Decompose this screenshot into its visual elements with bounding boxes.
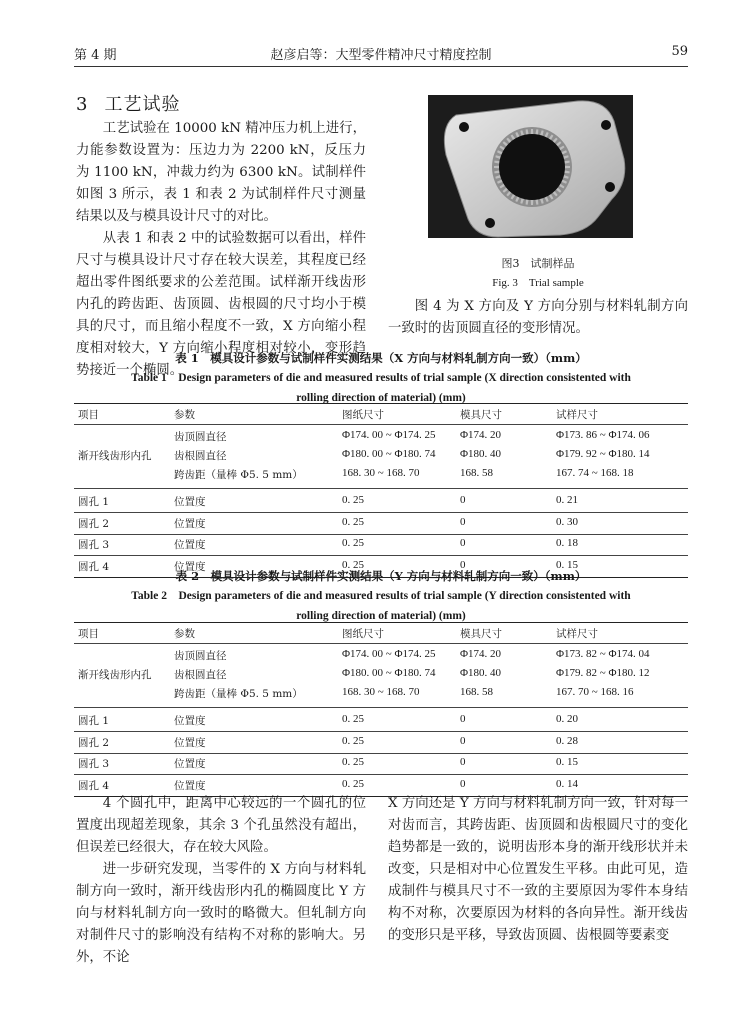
table-cell: 圆孔 1	[78, 496, 110, 508]
table-rule	[74, 555, 688, 556]
mounting-hole-3	[605, 182, 615, 192]
table2-caption-en-line2: rolling direction of material) (mm)	[296, 610, 466, 622]
table-cell: 0	[460, 713, 466, 725]
table-cell: 168. 30 ~ 168. 70	[342, 686, 420, 698]
trial-sample-drawing	[428, 95, 633, 238]
table-rule	[74, 534, 688, 535]
table-cell: 0. 25	[342, 494, 364, 506]
table-cell: 0	[460, 777, 466, 790]
table-cell: 圆孔 4	[78, 779, 110, 792]
table-cell: 位置度	[174, 779, 206, 792]
table-cell: Φ179. 82 ~ Φ180. 12	[556, 667, 650, 679]
table-cell: Φ173. 86 ~ Φ174. 06	[556, 429, 650, 441]
table-cell: 圆孔 2	[78, 736, 110, 749]
table-cell: 图纸尺寸	[342, 628, 384, 640]
table-cell: 齿根圆直径	[174, 669, 227, 681]
table1-caption-en-line1: Table 1 Design parameters of die and measured results of trial sample (X direction consistented with	[131, 372, 631, 384]
table1-caption-zh: 表 1 模具设计参数与试制样件实测结果（X 方向与材料轧制方向一致）（mm）	[175, 351, 587, 365]
table-cell: 0. 15	[556, 558, 578, 571]
bottom-right-column-text	[388, 793, 688, 947]
table-cell: Φ179. 92 ~ Φ180. 14	[556, 448, 650, 460]
table-cell: 位置度	[174, 496, 206, 508]
table-cell: 168. 58	[460, 467, 493, 479]
table-cell: 圆孔 1	[78, 715, 110, 727]
section-number: 3	[76, 94, 89, 115]
table-cell: 位置度	[174, 539, 206, 551]
table-cell: 0. 18	[556, 537, 578, 549]
mounting-hole-4	[485, 218, 495, 228]
table-cell: 位置度	[174, 517, 206, 530]
paragraph: 工艺试验在 10000 kN 精冲压力机上进行，力能参数设置为：压边力为 2200 kN，反压力为 1100 kN，冲裁力约为 6300 kN。试制样件如图 3 所示，表 1 和表 2 为试制样件尺寸测量结果以及与模具设计尺寸的对比。	[76, 121, 366, 224]
table2-caption-zh: 表 2 模具设计参数与试制样件实测结果（Y 方向与材料轧制方向一致）（mm）	[175, 569, 587, 583]
left-column-text	[76, 118, 366, 382]
table-rule	[74, 731, 688, 732]
table-cell: 跨齿距（量棒 Φ5. 5 mm）	[174, 469, 303, 481]
running-header	[74, 44, 688, 66]
table-cell: 0. 25	[342, 515, 364, 528]
paragraph: X 方向还是 Y 方向与材料轧制方向一致，针对每一对齿而言，其跨齿距、齿顶圆和齿根圆尺寸的变化趋势都是一致的，说明齿形本身的渐开线形状并未改变，只是相对中心位置发生平移。由此可见，造成制件与模具尺寸不一致的主要原因为零件本身结构不对称，次要原因为材料的各向异性。渐开线齿的变形只是平移，导致齿顶圆、齿根圆等要素变	[388, 796, 688, 943]
table-cell: 0	[460, 756, 466, 768]
table-cell: 圆孔 2	[78, 517, 110, 530]
table-cell: 渐开线齿形内孔	[78, 450, 152, 462]
table-cell: 0. 21	[556, 494, 578, 506]
table-rule	[74, 753, 688, 754]
table-cell: 项目	[78, 628, 99, 640]
table-cell: 0. 20	[556, 713, 578, 725]
table-cell: 0	[460, 734, 466, 747]
table-cell: 168. 58	[460, 686, 493, 698]
table-cell: 0. 25	[342, 734, 364, 747]
table-cell: Φ174. 00 ~ Φ174. 25	[342, 648, 436, 660]
table-cell: Φ180. 40	[460, 667, 502, 679]
right-column-text	[388, 296, 688, 340]
table2	[74, 622, 688, 792]
table-cell: 0	[460, 494, 466, 506]
table1	[74, 403, 688, 573]
table-cell: 0. 30	[556, 515, 578, 528]
paragraph: 图 4 为 X 方向及 Y 方向分别与材料轧制方向一致时的齿顶圆直径的变形情况。	[388, 299, 688, 336]
table-cell: Φ174. 00 ~ Φ174. 25	[342, 429, 436, 441]
table-cell: 位置度	[174, 758, 206, 770]
table-cell: Φ180. 40	[460, 448, 502, 460]
table-cell: 0. 15	[556, 756, 578, 768]
header-rule	[74, 66, 688, 67]
table-rule	[74, 403, 688, 404]
trial-sample-photo	[428, 95, 633, 238]
table-cell: 圆孔 3	[78, 758, 110, 770]
table-cell: 位置度	[174, 560, 206, 573]
table-rule	[74, 707, 688, 708]
table-cell: Φ180. 00 ~ Φ180. 74	[342, 448, 436, 460]
table-cell: Φ173. 82 ~ Φ174. 04	[556, 648, 650, 660]
page-number: 59	[671, 44, 688, 59]
table-cell: 0. 14	[556, 777, 578, 790]
table-rule	[74, 488, 688, 489]
table-cell: 圆孔 4	[78, 560, 110, 573]
mounting-hole-1	[459, 122, 469, 132]
paragraph: 从表 1 和表 2 中的试验数据可以看出，样件尺寸与模具设计尺寸存在较大误差，其程度已经超出零件图纸要求的公差范围。试样渐开线齿形内孔的跨齿距、齿顶圆、齿根圆的尺寸均小于模具的尺寸，而且缩小程度不一致，X 方向缩小程度相对较大，Y 方向缩小程度相对较小，变形趋势接近一个椭圆。	[76, 231, 366, 378]
table-cell: 0. 25	[342, 777, 364, 790]
table-cell: 跨齿距（量棒 Φ5. 5 mm）	[174, 688, 303, 700]
paragraph: 进一步研究发现，当零件的 X 方向与材料轧制方向一致时，渐开线齿形内孔的椭圆度比 Y 方向与材料轧制方向一致时的略微大。但轧制方向对制件尺寸的影响没有结构不对称的影响大。另外，不论	[76, 862, 366, 965]
table-cell: 0. 28	[556, 734, 578, 747]
table-cell: 模具尺寸	[460, 409, 502, 421]
table2-caption	[74, 566, 688, 626]
paragraph: 4 个圆孔中，距离中心较远的一个圆孔的位置度出现超差现象，其余 3 个孔虽然没有超出，但误差已经很大，存在较大风险。	[76, 796, 366, 855]
table-cell: 齿顶圆直径	[174, 431, 227, 443]
table-rule	[74, 622, 688, 623]
table-cell: 位置度	[174, 736, 206, 749]
table-cell: Φ174. 20	[460, 648, 502, 660]
table-cell: Φ174. 20	[460, 429, 502, 441]
table-cell: 0. 25	[342, 537, 364, 549]
table-rule	[74, 774, 688, 775]
gear-bore	[499, 134, 565, 200]
table-cell: 0	[460, 537, 466, 549]
issue-label: 第 4 期	[74, 48, 117, 63]
table-cell: 167. 74 ~ 168. 18	[556, 467, 634, 479]
mounting-hole-2	[601, 120, 611, 130]
table-cell: 试样尺寸	[556, 409, 598, 421]
table-cell: 168. 30 ~ 168. 70	[342, 467, 420, 479]
table-cell: 0. 25	[342, 756, 364, 768]
figure-caption-en: Fig. 3 Trial sample	[492, 277, 584, 289]
table-cell: 0. 25	[342, 713, 364, 725]
table-cell: 试样尺寸	[556, 628, 598, 640]
table-cell: 0	[460, 515, 466, 528]
table-cell: 0	[460, 558, 466, 571]
section-title: 工艺试验	[104, 94, 181, 115]
bottom-left-column-text	[76, 793, 366, 969]
table-cell: 圆孔 3	[78, 539, 110, 551]
table-cell: 参数	[174, 409, 195, 421]
figure-caption-zh: 图3 试制样品	[501, 257, 575, 270]
table1-caption-en-line2: rolling direction of material) (mm)	[296, 392, 466, 404]
table-cell: Φ180. 00 ~ Φ180. 74	[342, 667, 436, 679]
table-cell: 渐开线齿形内孔	[78, 669, 152, 681]
table-cell: 齿根圆直径	[174, 450, 227, 462]
table2-caption-en-line1: Table 2 Design parameters of die and measured results of trial sample (Y direction consistented with	[131, 590, 631, 602]
table1-caption	[74, 348, 688, 408]
section-heading	[76, 90, 180, 116]
table-cell: 模具尺寸	[460, 628, 502, 640]
table-cell: 167. 70 ~ 168. 16	[556, 686, 634, 698]
table-rule	[74, 424, 688, 425]
table-cell: 0. 25	[342, 558, 364, 571]
running-title: 赵彦启等：大型零件精冲尺寸精度控制	[270, 48, 492, 63]
table-cell: 齿顶圆直径	[174, 650, 227, 662]
table-rule	[74, 512, 688, 513]
table-rule	[74, 643, 688, 644]
table-cell: 项目	[78, 409, 99, 421]
table-cell: 参数	[174, 628, 195, 640]
table-cell: 图纸尺寸	[342, 409, 384, 421]
table-cell: 位置度	[174, 715, 206, 727]
